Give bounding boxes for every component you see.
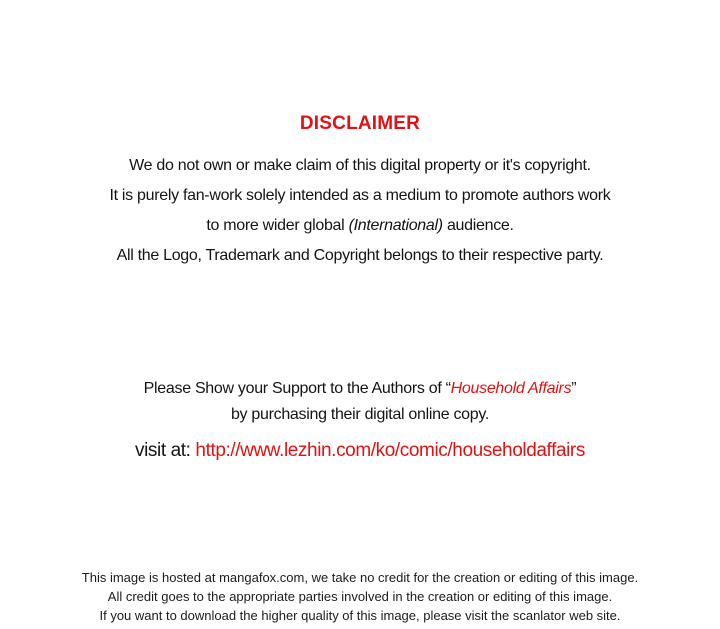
footer-line-quality: If you want to download the higher quality of this image, please visit the scanlator web site. <box>99 608 621 623</box>
footer-line-hosted: This image is hosted at mangafox.com, we take no credit for the creation or editing of this image. <box>81 570 639 585</box>
support-line-authors-post: ” <box>571 380 577 397</box>
disclaimer-line-fanwork: It is purely fan-work solely intended as a medium to promote authors work <box>109 187 611 204</box>
disclaimer-line-audience-post: audience. <box>442 217 514 234</box>
disclaimer-line-audience <box>0 211 720 241</box>
disclaimer-line-audience-international: (International) <box>348 217 443 234</box>
disclaimer-body <box>0 151 720 271</box>
visit-url: http://www.lezhin.com/ko/comic/householdaffairs <box>195 440 585 461</box>
disclaimer-line-trademark: All the Logo, Trademark and Copyright belongs to their respective party. <box>116 247 604 264</box>
support-line-authors <box>0 376 720 402</box>
support-line-authors-pre: Please Show your Support to the Authors of “ <box>143 380 451 397</box>
comic-title: Household Affairs <box>450 380 572 397</box>
disclaimer-line-audience-pre: to more wider global <box>206 217 349 234</box>
support-section <box>0 376 720 428</box>
disclaimer-line-ownership: We do not own or make claim of this digital property or it's copyright. <box>129 157 591 174</box>
host-footer <box>0 568 720 625</box>
visit-line <box>0 437 720 465</box>
support-line-purchase: by purchasing their digital online copy. <box>230 406 490 423</box>
disclaimer-title: DISCLAIMER <box>299 113 421 134</box>
footer-line-credit: All credit goes to the appropriate parties involved in the creation or editing of this image. <box>107 589 613 604</box>
visit-label: visit at: <box>135 440 196 461</box>
